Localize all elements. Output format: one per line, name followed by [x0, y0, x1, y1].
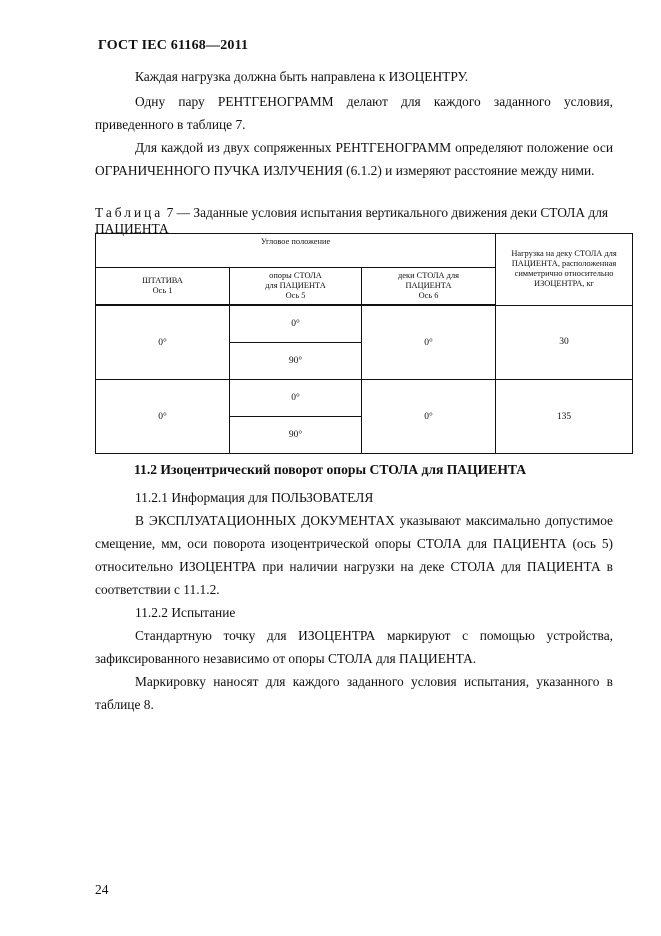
stand-angle-cell: 0° [96, 380, 230, 454]
paragraph-load-direction: Каждая нагрузка должна быть направлена к ИЗОЦЕНТРУ. [135, 69, 469, 84]
deck-angle-cell: 0° [362, 380, 496, 454]
subsection-11-2-2: 11.2.2 Испытание [135, 605, 236, 620]
paragraph-radiograph-pair: Одну пару РЕНТГЕНОГРАММ делают для каждого заданного условия, приведенного в таблице 7. [95, 94, 613, 132]
stand-axis-header: ШТАТИВА Ось 1 [96, 268, 230, 306]
stand-angle-cell: 0° [96, 305, 230, 380]
table-caption-text: 7 — Заданные условия испытания вертикального движения деки СТОЛА для ПАЦИЕНТА [95, 205, 609, 236]
paragraph-11-2-1: В ЭКСПЛУАТАЦИОННЫХ ДОКУМЕНТАХ указывают максимально допустимое смещение, мм, оси поворота изоцентрической опоры СТОЛА для ПАЦИЕНТА (ось 5) относительно ИЗОЦЕНТРА при наличии нагрузки на деке СТОЛА для ПАЦИЕНТА в соответствии с 11.1.2. [95, 513, 613, 597]
page-number: 24 [95, 882, 109, 897]
table-row [96, 380, 633, 417]
deck-angle-cell: 0° [362, 305, 496, 380]
support-angle-cell: 0° [230, 380, 362, 417]
support-angle-cell: 90° [230, 417, 362, 454]
support-angle-cell: 0° [230, 305, 362, 343]
support-angle-cell: 90° [230, 343, 362, 380]
table-row [96, 305, 633, 343]
angular-position-header: Угловое положение [96, 234, 496, 268]
paragraph-beam-axis: Для каждой из двух сопряженных РЕНТГЕНОГРАММ определяют положение оси ОГРАНИЧЕННОГО ПУЧКА ИЗЛУЧЕНИЯ (6.1.2) и измеряют расстояние между ними. [95, 140, 613, 178]
document-header: ГОСТ IEC 61168—2011 [98, 38, 249, 53]
paragraph-isocenter-marking: Стандартную точку для ИЗОЦЕНТРА маркируют с помощью устройства, зафиксированного независимо от опоры СТОЛА для ПАЦИЕНТА. [95, 628, 613, 666]
table-7 [95, 233, 633, 454]
table-support-axis-header: опоры СТОЛА для ПАЦИЕНТА Ось 5 [230, 268, 362, 306]
table-caption-word: Таблица [95, 205, 164, 220]
paragraph-marking-conditions: Маркировку наносят для каждого заданного условия испытания, указанного в таблице 8. [95, 674, 613, 712]
load-cell: 30 [496, 305, 633, 380]
load-cell: 135 [496, 380, 633, 454]
section-title-11-2: 11.2 Изоцентрический поворот опоры СТОЛА для ПАЦИЕНТА [134, 462, 527, 477]
table-deck-axis-header: деки СТОЛА для ПАЦИЕНТА Ось 6 [362, 268, 496, 306]
subsection-11-2-1: 11.2.1 Информация для ПОЛЬЗОВАТЕЛЯ [135, 490, 374, 505]
load-header: Нагрузка на деку СТОЛА для ПАЦИЕНТА, расположенная симметрично относительно ИЗОЦЕНТРА, кг [496, 234, 633, 306]
